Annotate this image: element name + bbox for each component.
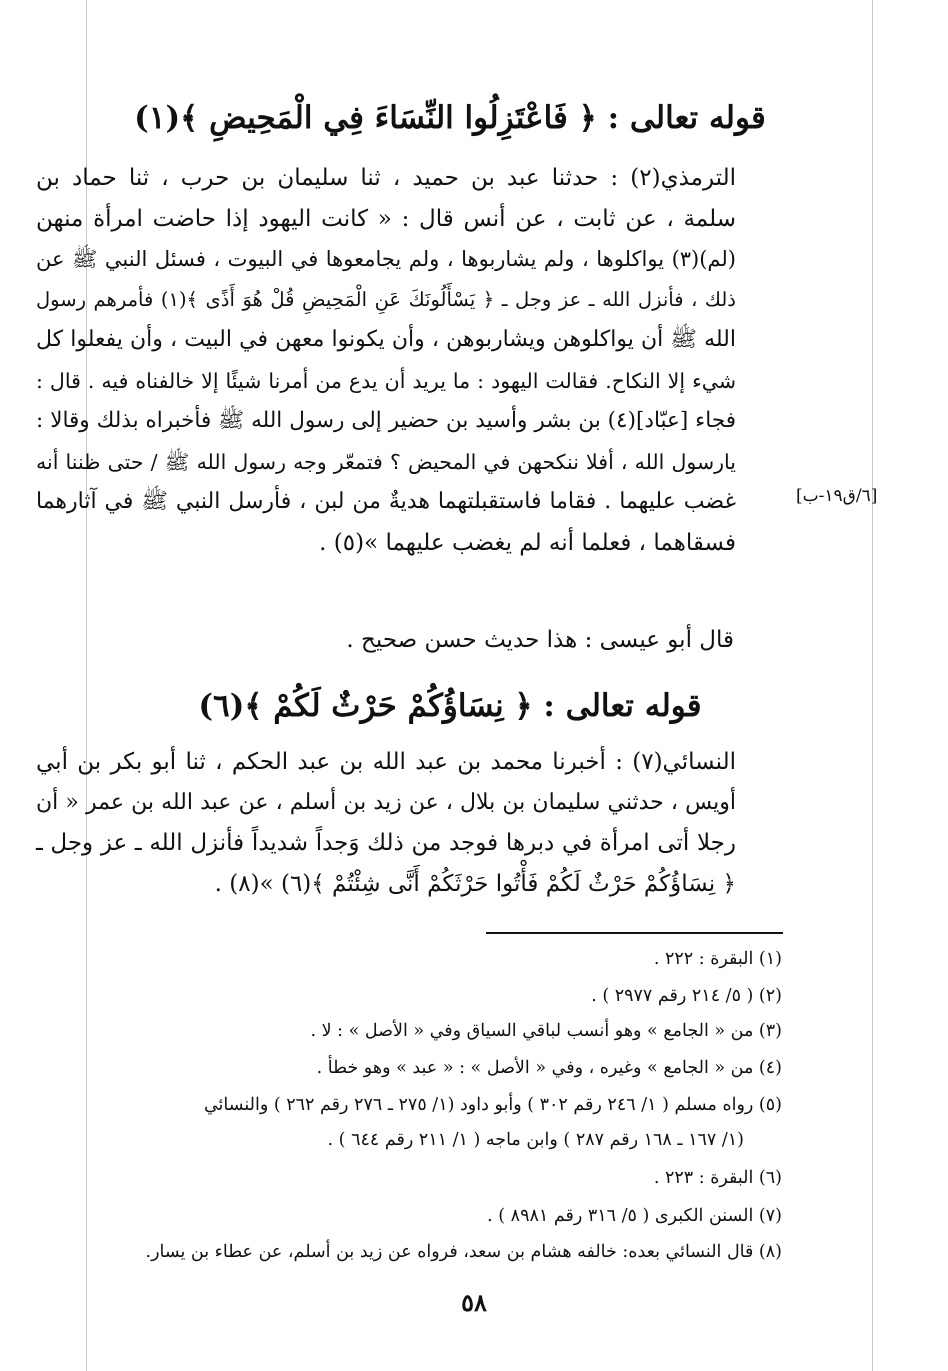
abu-isa-note: قال أبو عيسى : هذا حديث حسن صحيح .	[346, 627, 734, 653]
text-line: الله ﷺ أن يواكلوهن ويشاربوهن ، وأن يكونوا معهن في البيت ، وأن يفعلوا كل	[36, 327, 736, 352]
section-heading-1: قوله تعالى : ﴿ فَاعْتَزِلُوا النِّسَاءَ فِي الْمَحِيضِ ﴾(١)	[134, 100, 766, 136]
footnote: (٣) من « الجامع » وهو أنسب لباقي السياق وفي « الأصل » : لا .	[310, 1021, 782, 1041]
text-line: رجلا أتى امرأة في دبرها فوجد من ذلك وَجداً شديداً فأنزل الله ـ عز وجل ـ	[36, 830, 736, 856]
footnote: (٦) البقرة : ٢٢٣ .	[653, 1168, 782, 1188]
hadith-paragraph-1	[36, 158, 736, 563]
footnote: (٢) ( ٥/ ٢١٤ رقم ٢٩٧٧ ) .	[591, 986, 782, 1006]
section-heading-2: قوله تعالى : ﴿ نِسَاؤُكُمْ حَرْثٌ لَكُمْ ﴾(٦)	[198, 688, 702, 724]
text-line: يارسول الله ، أفلا ننكحهن في المحيض ؟ فتمعّر وجه رسول الله ﷺ / حتى ظننا أنه	[36, 449, 736, 474]
text-line: سلمة ، عن ثابت ، عن أنس قال : « كانت اليهود إذا حاضت امرأة منهن	[36, 205, 736, 232]
footnote: (١) البقرة : ٢٢٢ .	[653, 949, 782, 969]
footnote: (٧) السنن الكبرى ( ٥/ ٣١٦ رقم ٨٩٨١ ) .	[487, 1206, 782, 1226]
text-line: ﴿ نِسَاؤُكُمْ حَرْثٌ لَكُمْ فَأْتُوا حَرْثَكُمْ أَنَّى شِئْتُمْ ﴾(٦) »(٨) .	[214, 870, 736, 897]
text-line: فجاء [عبّاد](٤) بن بشر وأسيد بن حضير إلى رسول الله ﷺ فأخبراه بذلك وقالا :	[36, 408, 736, 433]
manuscript-margin-note: [٦/ق١٩-ب]	[796, 486, 878, 506]
footnote: (٥) رواه مسلم ( ١/ ٢٤٦ رقم ٣٠٢ ) وأبو داود (١/ ٢٧٥ ـ ٢٧٦ رقم ٢٦٢ ) والنسائي	[203, 1095, 782, 1115]
text-line: الترمذي(٢) : حدثنا عبد بن حميد ، ثنا سليمان بن حرب ، ثنا حماد بن	[36, 165, 736, 191]
footnote: (٨) قال النسائي بعده: خالفه هشام بن سعد، فرواه عن زيد بن أسلم، عن عطاء بن يسار.	[145, 1242, 782, 1262]
footnote-separator	[486, 932, 783, 934]
footnote-continuation: (١/ ١٦٧ ـ ١٦٨ رقم ٢٨٧ ) وابن ماجه ( ١/ ٢١١ رقم ٦٤٤ ) .	[327, 1130, 744, 1150]
footnote: (٤) من « الجامع » وغيره ، وفي « الأصل » : « عبد » وهو خطأ .	[316, 1058, 782, 1078]
scan-line	[872, 0, 873, 1371]
text-line: غضب عليهما . فقاما فاستقبلتهما هديةٌ من لبن ، فأرسل النبي ﷺ في آثارهما	[36, 489, 736, 514]
page-number: ٥٨	[461, 1288, 487, 1317]
text-line: ذلك ، فأنزل الله ـ عز وجل ـ ﴿ يَسْأَلُونَكَ عَنِ الْمَحِيضِ قُلْ هُوَ أَذًى ﴾(١) فأمرهم رسول	[36, 287, 736, 311]
hadith-paragraph-2	[36, 742, 736, 904]
text-line: شيء إلا النكاح. فقالت اليهود : ما يريد أن يدع من أمرنا شيئًا إلا خالفناه فيه . قال :	[36, 368, 736, 393]
text-line: (لم)(٣) يواكلوها ، ولم يشاربوها ، ولم يجامعوها في البيوت ، فسئل النبي ﷺ عن	[36, 247, 736, 271]
text-line: فسقاهما ، فعلما أنه لم يغضب عليهما »(٥) .	[319, 529, 736, 556]
text-line: أويس ، حدثني سليمان بن بلال ، عن زيد بن أسلم ، عن عبد الله بن عمر « أن	[36, 789, 736, 815]
text-line: النسائي(٧) : أخبرنا محمد بن عبد الله بن عبد الحكم ، ثنا أبو بكر بن أبي	[36, 749, 736, 775]
